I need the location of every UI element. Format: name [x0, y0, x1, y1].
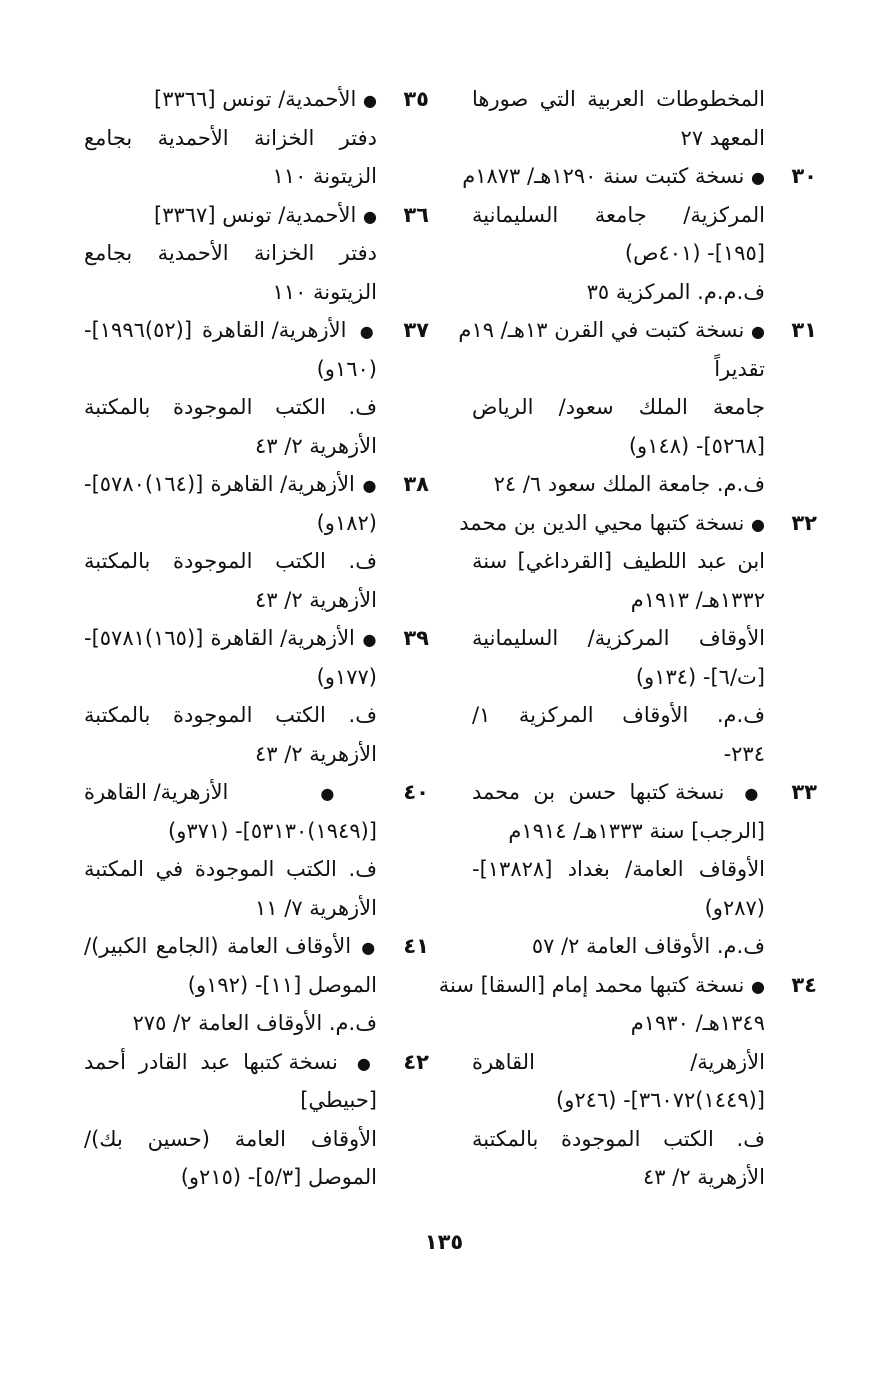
right-column-line [472, 773, 817, 812]
bullet-icon: ● [751, 976, 765, 996]
bullet-icon: ● [751, 322, 765, 341]
entry-number: ٤١ [403, 934, 429, 958]
entry-text: ف. الكتب الموجودة بالمكتبة [472, 1126, 765, 1151]
entry-text: نسخة كتبها حسن بن محمد [472, 780, 725, 804]
right-column-line [472, 581, 817, 620]
left-column-line [84, 157, 429, 196]
right-column-line [472, 1081, 817, 1120]
left-column-line [84, 658, 429, 697]
right-column [438, 80, 817, 1197]
right-column-line [472, 388, 817, 427]
entry-text: [(١٩٤٩)٥٣١٣٠]- (٣٧١و) [168, 818, 377, 843]
left-column-line [84, 504, 429, 543]
right-column-line [472, 619, 817, 658]
left-column-line [84, 1081, 429, 1120]
bullet-icon: ● [356, 322, 377, 341]
left-column-line [84, 889, 429, 928]
entry-text: الزيتونة ١١٠ [272, 164, 377, 188]
entry-text: الأزهرية ٢/ ٤٣ [254, 433, 377, 458]
entry-text: الأوقاف العامة (الجامع الكبير)/ [84, 934, 352, 958]
entry-number: ٣٤ [791, 972, 817, 997]
entry-number: ٣٨ [403, 472, 429, 496]
entry-number: ٣٦ [403, 202, 429, 227]
bullet-icon: ● [350, 1053, 377, 1073]
right-column-line [472, 273, 817, 312]
entry-text: الأحمدية/ تونس [٣٣٦٦] [154, 87, 357, 111]
right-column-line [472, 350, 817, 389]
entry-text: (١٧٧و) [316, 664, 377, 689]
entry-text: الأزهرية ٢/ ٤٣ [642, 1165, 765, 1189]
left-column-line [84, 850, 429, 889]
left-column-line [84, 696, 429, 735]
entry-text: الزيتونة ١١٠ [272, 279, 377, 304]
entry-text: الموصل [٥/٣]- (٢١٥و) [180, 1165, 377, 1189]
entry-text: الأحمدية/ تونس [٣٣٦٧] [154, 202, 357, 227]
left-column-line [84, 1158, 429, 1197]
entry-text: جامعة الملك سعود/ الرياض [472, 395, 765, 419]
right-column-line [462, 157, 817, 196]
left-column-line [84, 812, 429, 851]
entry-text: ف.م. الأوقاف العامة ٢/ ٥٧ [531, 934, 765, 958]
entry-text: [٥٢٦٨]- (١٤٨و) [628, 433, 765, 458]
left-column-line [84, 966, 429, 1005]
left-column-line [84, 735, 429, 774]
right-column-line [472, 80, 817, 119]
right-column-line [472, 542, 817, 581]
left-column-line [84, 273, 429, 312]
left-column-line [84, 234, 429, 273]
entry-text: نسخة كتبها عبد القادر أحمد [84, 1049, 338, 1074]
entry-text: الأزهرية ٢/ ٤٣ [254, 741, 377, 766]
right-column-line [472, 1043, 817, 1082]
left-column-line [84, 581, 429, 620]
entry-text: ف. الكتب الموجودة بالمكتبة [84, 549, 377, 573]
entry-text: ابن عبد اللطيف [القرداغي] سنة [472, 549, 765, 573]
left-column-line [84, 427, 429, 466]
entry-text: نسخة كتبت سنة ١٢٩٠هـ/ ١٨٧٣م [462, 164, 745, 188]
entry-text: ف.م. الأوقاف المركزية ١/ [472, 703, 765, 727]
left-column [84, 80, 429, 1197]
left-column-line [84, 773, 429, 812]
entry-text: المركزية/ جامعة السليمانية [472, 202, 765, 227]
entry-text: ١٣٤٩هـ/ ١٩٣٠م [630, 1011, 765, 1035]
entry-text: [١٩٥]- (٤٠١ص) [624, 241, 765, 265]
entry-text: الأزهرية/ القاهرة [(١٦٥)٥٧٨١]- [84, 626, 355, 650]
bullet-icon: ● [363, 206, 377, 226]
entry-text: الأزهرية/ القاهرة [(٥٢)١٩٩٦]- [84, 318, 347, 342]
right-column-line [472, 1004, 817, 1043]
entry-text: الأزهرية/ القاهرة [472, 1049, 765, 1074]
right-column-line [438, 966, 817, 1005]
entry-text: ١٣٣٢هـ/ ١٩١٣م [630, 587, 765, 612]
entry-text: المعهد ٢٧ [680, 125, 765, 150]
entry-number: ٣١ [791, 318, 817, 342]
left-column-line [84, 388, 429, 427]
entry-text: [حبيطي] [300, 1088, 377, 1112]
entry-text: ٢٣٤- [723, 741, 765, 766]
entry-number: ٣٧ [403, 318, 429, 342]
entry-text: المخطوطات العربية التي صورها [472, 87, 765, 111]
entry-text: الأوقاف المركزية/ السليمانية [472, 626, 765, 650]
left-column-line [84, 196, 429, 235]
entry-text: نسخة كتبها محمد إمام [السقا] سنة [438, 972, 745, 997]
entry-text: الأزهرية/ القاهرة [(١٦٤)٥٧٨٠]- [84, 472, 355, 496]
right-column-line [472, 427, 817, 466]
entry-text: الأوقاف العامة/ بغداد [١٣٨٢٨]- [472, 857, 765, 881]
right-column-line [472, 234, 817, 273]
left-column-line [84, 927, 429, 966]
left-column-line [84, 542, 429, 581]
entry-text: دفتر الخزانة الأحمدية بجامع [84, 241, 377, 265]
right-column-line [472, 1158, 817, 1197]
bullet-icon: ● [751, 514, 765, 534]
entry-text: الأزهرية ٧/ ١١ [254, 895, 377, 920]
bullet-icon: ● [277, 784, 377, 803]
entry-text: ف.م. الأوقاف العامة ٢/ ٢٧٥ [132, 1011, 377, 1035]
right-column-line [472, 1120, 817, 1159]
bullet-icon: ● [751, 168, 765, 187]
left-column-line [84, 465, 429, 504]
bullet-icon: ● [359, 938, 377, 957]
entry-text: ف.م. جامعة الملك سعود ٦/ ٢٤ [493, 472, 765, 496]
right-column-line [458, 311, 817, 350]
entry-text: نسخة كتبها محيي الدين بن محمد [459, 510, 745, 535]
left-column-line [84, 1120, 429, 1159]
page-number: ١٣٥ [424, 1230, 464, 1254]
entry-text: الأزهرية ٢/ ٤٣ [254, 587, 377, 612]
entry-text: (١٦٠و) [316, 356, 377, 381]
entry-number: ٣٩ [403, 626, 429, 650]
entry-text: [ت/٦]- (١٣٤و) [635, 664, 765, 689]
left-column-line [84, 80, 429, 119]
right-column-line [472, 927, 817, 966]
entry-number: ٣٥ [403, 87, 429, 111]
bullet-icon: ● [737, 784, 765, 803]
entry-number: ٤٠ [403, 780, 429, 804]
left-column-line [84, 119, 429, 158]
entry-text: ف. الكتب الموجودة بالمكتبة [84, 703, 377, 727]
entry-text: الأزهرية/ القاهرة [84, 780, 229, 804]
entry-text: (١٨٢و) [316, 510, 377, 535]
entry-text: ف.م.م. المركزية ٣٥ [586, 279, 765, 304]
entry-text: [الرجب] سنة ١٣٣٣هـ/ ١٩١٤م [508, 818, 765, 843]
entry-text: تقديراً [714, 356, 765, 381]
entry-number: ٣٣ [791, 780, 817, 804]
entry-text: ف. الكتب الموجودة بالمكتبة [84, 395, 377, 419]
right-column-line [472, 812, 817, 851]
right-column-line [472, 696, 817, 735]
right-column-line [472, 889, 817, 928]
entry-text: دفتر الخزانة الأحمدية بجامع [84, 125, 377, 150]
right-column-line [472, 658, 817, 697]
bullet-icon: ● [363, 91, 377, 110]
right-column-line [472, 119, 817, 158]
entry-text: نسخة كتبت في القرن ١٣هـ/ ١٩م [458, 318, 745, 342]
right-column-line [472, 465, 817, 504]
entry-text: (٢٨٧و) [704, 895, 765, 920]
left-column-line [84, 1004, 429, 1043]
entry-number: ٤٢ [403, 1049, 429, 1074]
left-column-line [84, 619, 429, 658]
entry-number: ٣٢ [791, 510, 817, 535]
bullet-icon: ● [362, 630, 377, 649]
left-column-line [84, 311, 429, 350]
left-column-line [84, 350, 429, 389]
entry-text: [(١٤٤٩)٣٦٠٧٢]- (٢٤٦و) [556, 1088, 765, 1112]
bullet-icon: ● [362, 476, 377, 495]
entry-number: ٣٠ [791, 164, 817, 188]
right-column-line [472, 850, 817, 889]
entry-text: ف. الكتب الموجودة في المكتبة [84, 857, 377, 881]
right-column-line [459, 504, 817, 543]
right-column-line [472, 196, 817, 235]
right-column-line [472, 735, 817, 774]
entry-text: الأوقاف العامة (حسين بك)/ [84, 1126, 377, 1151]
left-column-line [84, 1043, 429, 1082]
entry-text: الموصل [١١]- (١٩٢و) [187, 972, 377, 997]
